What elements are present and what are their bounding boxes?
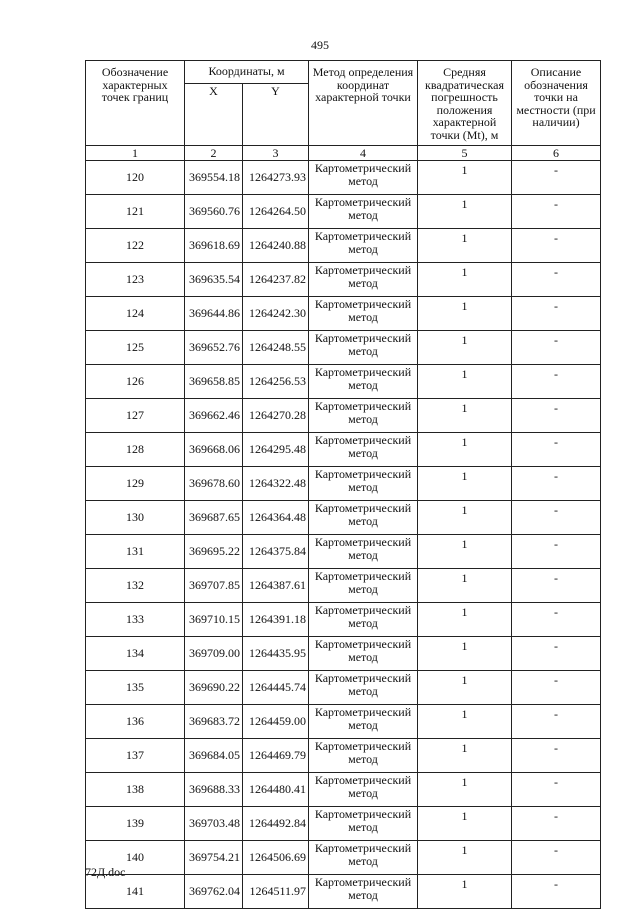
table-row bbox=[86, 263, 601, 297]
y-coordinate-cell: 1264242.30 bbox=[243, 297, 309, 331]
error-cell: 1 bbox=[418, 161, 512, 195]
description-cell: - bbox=[512, 195, 601, 229]
point-number-cell: 139 bbox=[86, 807, 185, 841]
point-number-cell: 127 bbox=[86, 399, 185, 433]
x-coordinate-cell: 369560.76 bbox=[185, 195, 243, 229]
table-row bbox=[86, 365, 601, 399]
method-cell: Картометрический метод bbox=[309, 229, 418, 263]
x-coordinate-cell: 369554.18 bbox=[185, 161, 243, 195]
point-number-cell: 134 bbox=[86, 637, 185, 671]
y-coordinate-cell: 1264264.50 bbox=[243, 195, 309, 229]
method-cell: Картометрический метод bbox=[309, 637, 418, 671]
method-cell: Картометрический метод bbox=[309, 671, 418, 705]
error-cell: 1 bbox=[418, 671, 512, 705]
method-cell: Картометрический метод bbox=[309, 569, 418, 603]
point-number-cell: 125 bbox=[86, 331, 185, 365]
y-coordinate-cell: 1264237.82 bbox=[243, 263, 309, 297]
description-cell: - bbox=[512, 365, 601, 399]
table-row bbox=[86, 739, 601, 773]
error-cell: 1 bbox=[418, 569, 512, 603]
point-number-cell: 124 bbox=[86, 297, 185, 331]
table-row bbox=[86, 399, 601, 433]
x-coordinate-cell: 369710.15 bbox=[185, 603, 243, 637]
point-number-cell: 121 bbox=[86, 195, 185, 229]
error-cell: 1 bbox=[418, 467, 512, 501]
column-number: 5 bbox=[418, 146, 512, 161]
point-number-cell: 140 bbox=[86, 841, 185, 875]
table-row bbox=[86, 569, 601, 603]
header-description: Описание обозначения точки на местности (при наличии) bbox=[512, 61, 601, 146]
method-cell: Картометрический метод bbox=[309, 807, 418, 841]
table-header bbox=[86, 61, 601, 161]
description-cell: - bbox=[512, 263, 601, 297]
x-coordinate-cell: 369695.22 bbox=[185, 535, 243, 569]
method-cell: Картометрический метод bbox=[309, 263, 418, 297]
error-cell: 1 bbox=[418, 875, 512, 909]
method-cell: Картометрический метод bbox=[309, 705, 418, 739]
y-coordinate-cell: 1264270.28 bbox=[243, 399, 309, 433]
y-coordinate-cell: 1264273.93 bbox=[243, 161, 309, 195]
table-row bbox=[86, 841, 601, 875]
header-x: X bbox=[185, 84, 243, 146]
x-coordinate-cell: 369687.65 bbox=[185, 501, 243, 535]
table-row bbox=[86, 671, 601, 705]
error-cell: 1 bbox=[418, 739, 512, 773]
table-row bbox=[86, 331, 601, 365]
y-coordinate-cell: 1264387.61 bbox=[243, 569, 309, 603]
method-cell: Картометрический метод bbox=[309, 467, 418, 501]
table-row bbox=[86, 501, 601, 535]
table-row bbox=[86, 705, 601, 739]
description-cell: - bbox=[512, 297, 601, 331]
point-number-cell: 130 bbox=[86, 501, 185, 535]
document-filename: 72Д.doc bbox=[85, 865, 126, 879]
x-coordinate-cell: 369707.85 bbox=[185, 569, 243, 603]
column-number: 4 bbox=[309, 146, 418, 161]
description-cell: - bbox=[512, 773, 601, 807]
y-coordinate-cell: 1264511.97 bbox=[243, 875, 309, 909]
description-cell: - bbox=[512, 671, 601, 705]
error-cell: 1 bbox=[418, 365, 512, 399]
error-cell: 1 bbox=[418, 705, 512, 739]
table-row bbox=[86, 535, 601, 569]
point-number-cell: 132 bbox=[86, 569, 185, 603]
x-coordinate-cell: 369688.33 bbox=[185, 773, 243, 807]
x-coordinate-cell: 369635.54 bbox=[185, 263, 243, 297]
table-row bbox=[86, 875, 601, 909]
x-coordinate-cell: 369703.48 bbox=[185, 807, 243, 841]
point-number-cell: 128 bbox=[86, 433, 185, 467]
boundary-points-table bbox=[85, 60, 601, 909]
table-row bbox=[86, 229, 601, 263]
point-number-cell: 138 bbox=[86, 773, 185, 807]
x-coordinate-cell: 369709.00 bbox=[185, 637, 243, 671]
description-cell: - bbox=[512, 739, 601, 773]
y-coordinate-cell: 1264375.84 bbox=[243, 535, 309, 569]
description-cell: - bbox=[512, 841, 601, 875]
method-cell: Картометрический метод bbox=[309, 195, 418, 229]
table-row bbox=[86, 603, 601, 637]
table-row bbox=[86, 637, 601, 671]
y-coordinate-cell: 1264506.69 bbox=[243, 841, 309, 875]
column-number: 6 bbox=[512, 146, 601, 161]
description-cell: - bbox=[512, 603, 601, 637]
y-coordinate-cell: 1264295.48 bbox=[243, 433, 309, 467]
error-cell: 1 bbox=[418, 297, 512, 331]
description-cell: - bbox=[512, 229, 601, 263]
x-coordinate-cell: 369668.06 bbox=[185, 433, 243, 467]
y-coordinate-cell: 1264469.79 bbox=[243, 739, 309, 773]
boundary-points-table-container bbox=[85, 60, 600, 909]
y-coordinate-cell: 1264459.00 bbox=[243, 705, 309, 739]
method-cell: Картометрический метод bbox=[309, 399, 418, 433]
description-cell: - bbox=[512, 875, 601, 909]
table-row bbox=[86, 433, 601, 467]
y-coordinate-cell: 1264391.18 bbox=[243, 603, 309, 637]
y-coordinate-cell: 1264322.48 bbox=[243, 467, 309, 501]
y-coordinate-cell: 1264480.41 bbox=[243, 773, 309, 807]
column-number: 1 bbox=[86, 146, 185, 161]
x-coordinate-cell: 369644.86 bbox=[185, 297, 243, 331]
x-coordinate-cell: 369754.21 bbox=[185, 841, 243, 875]
x-coordinate-cell: 369618.69 bbox=[185, 229, 243, 263]
y-coordinate-cell: 1264240.88 bbox=[243, 229, 309, 263]
point-number-cell: 133 bbox=[86, 603, 185, 637]
point-number-cell: 136 bbox=[86, 705, 185, 739]
y-coordinate-cell: 1264445.74 bbox=[243, 671, 309, 705]
method-cell: Картометрический метод bbox=[309, 365, 418, 399]
point-number-cell: 120 bbox=[86, 161, 185, 195]
method-cell: Картометрический метод bbox=[309, 501, 418, 535]
point-number-cell: 129 bbox=[86, 467, 185, 501]
y-coordinate-cell: 1264364.48 bbox=[243, 501, 309, 535]
error-cell: 1 bbox=[418, 807, 512, 841]
header-point-name: Обозначение характерных точек границ bbox=[86, 61, 185, 146]
table-row bbox=[86, 161, 601, 195]
header-y: Y bbox=[243, 84, 309, 146]
description-cell: - bbox=[512, 705, 601, 739]
error-cell: 1 bbox=[418, 637, 512, 671]
error-cell: 1 bbox=[418, 263, 512, 297]
error-cell: 1 bbox=[418, 229, 512, 263]
page-number: 495 bbox=[311, 38, 329, 52]
point-number-cell: 122 bbox=[86, 229, 185, 263]
point-number-cell: 137 bbox=[86, 739, 185, 773]
table-row bbox=[86, 195, 601, 229]
description-cell: - bbox=[512, 399, 601, 433]
x-coordinate-cell: 369690.22 bbox=[185, 671, 243, 705]
error-cell: 1 bbox=[418, 535, 512, 569]
x-coordinate-cell: 369662.46 bbox=[185, 399, 243, 433]
error-cell: 1 bbox=[418, 399, 512, 433]
point-number-cell: 131 bbox=[86, 535, 185, 569]
point-number-cell: 135 bbox=[86, 671, 185, 705]
description-cell: - bbox=[512, 161, 601, 195]
method-cell: Картометрический метод bbox=[309, 603, 418, 637]
method-cell: Картометрический метод bbox=[309, 297, 418, 331]
table-row bbox=[86, 467, 601, 501]
x-coordinate-cell: 369652.76 bbox=[185, 331, 243, 365]
header-coordinates: Координаты, м bbox=[185, 61, 309, 84]
point-number-cell: 126 bbox=[86, 365, 185, 399]
point-number-cell: 141 bbox=[86, 875, 185, 909]
method-cell: Картометрический метод bbox=[309, 841, 418, 875]
method-cell: Картометрический метод bbox=[309, 739, 418, 773]
x-coordinate-cell: 369658.85 bbox=[185, 365, 243, 399]
error-cell: 1 bbox=[418, 195, 512, 229]
method-cell: Картометрический метод bbox=[309, 433, 418, 467]
point-number-cell: 123 bbox=[86, 263, 185, 297]
y-coordinate-cell: 1264248.55 bbox=[243, 331, 309, 365]
error-cell: 1 bbox=[418, 841, 512, 875]
error-cell: 1 bbox=[418, 501, 512, 535]
method-cell: Картометрический метод bbox=[309, 773, 418, 807]
column-number: 3 bbox=[243, 146, 309, 161]
y-coordinate-cell: 1264435.95 bbox=[243, 637, 309, 671]
description-cell: - bbox=[512, 501, 601, 535]
error-cell: 1 bbox=[418, 331, 512, 365]
header-method: Метод определения координат характерной точки bbox=[309, 61, 418, 146]
table-row bbox=[86, 773, 601, 807]
method-cell: Картометрический метод bbox=[309, 331, 418, 365]
header-error: Средняя квадратическая погрешность положения характерной точки (Mt), м bbox=[418, 61, 512, 146]
x-coordinate-cell: 369683.72 bbox=[185, 705, 243, 739]
error-cell: 1 bbox=[418, 433, 512, 467]
error-cell: 1 bbox=[418, 603, 512, 637]
table-row bbox=[86, 297, 601, 331]
method-cell: Картометрический метод bbox=[309, 161, 418, 195]
method-cell: Картометрический метод bbox=[309, 875, 418, 909]
description-cell: - bbox=[512, 331, 601, 365]
description-cell: - bbox=[512, 637, 601, 671]
x-coordinate-cell: 369678.60 bbox=[185, 467, 243, 501]
description-cell: - bbox=[512, 535, 601, 569]
column-number: 2 bbox=[185, 146, 243, 161]
x-coordinate-cell: 369684.05 bbox=[185, 739, 243, 773]
x-coordinate-cell: 369762.04 bbox=[185, 875, 243, 909]
description-cell: - bbox=[512, 433, 601, 467]
y-coordinate-cell: 1264492.84 bbox=[243, 807, 309, 841]
method-cell: Картометрический метод bbox=[309, 535, 418, 569]
error-cell: 1 bbox=[418, 773, 512, 807]
y-coordinate-cell: 1264256.53 bbox=[243, 365, 309, 399]
table-row bbox=[86, 807, 601, 841]
description-cell: - bbox=[512, 807, 601, 841]
description-cell: - bbox=[512, 467, 601, 501]
table-body bbox=[86, 161, 601, 909]
description-cell: - bbox=[512, 569, 601, 603]
